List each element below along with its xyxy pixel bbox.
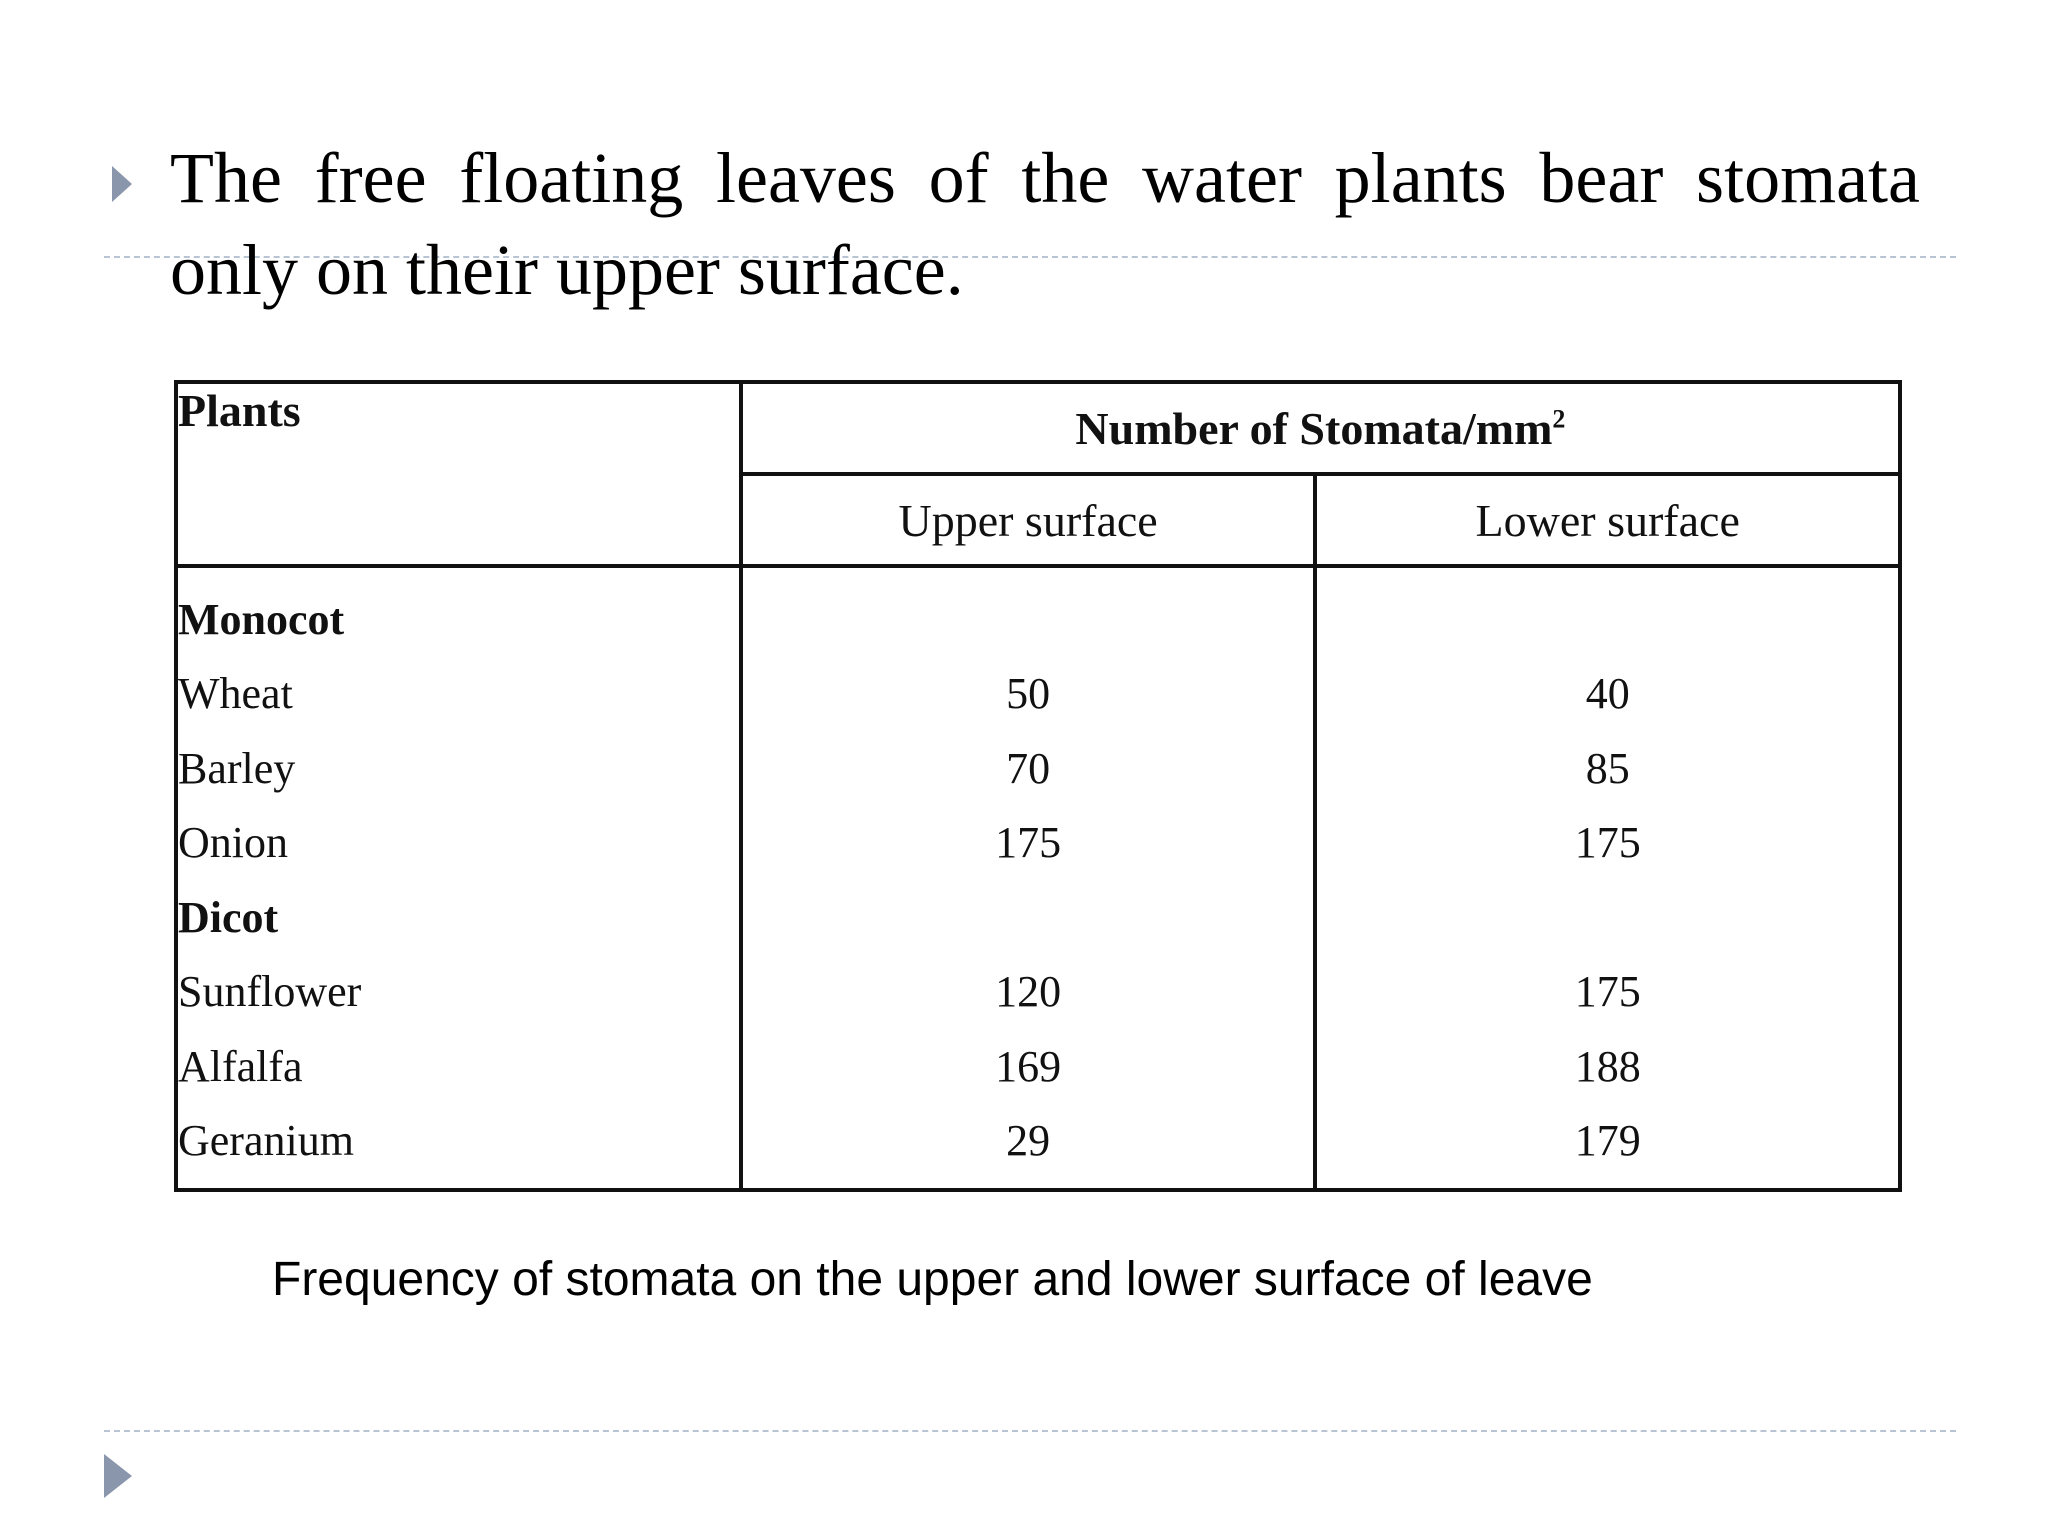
upper-value: 175 [741, 806, 1316, 880]
header-number-superscript: 2 [1552, 404, 1566, 434]
table-row [176, 1029, 1900, 1103]
header-number-text: Number of Stomata/mm [1075, 402, 1553, 454]
stomata-table-container [174, 380, 1902, 1192]
header-plants: Plants [176, 382, 741, 566]
upper-value: 29 [741, 1103, 1316, 1190]
lower-value: 188 [1574, 1041, 1641, 1091]
upper-value: 70 [741, 731, 1316, 805]
header-number-of-stomata [741, 382, 1900, 474]
plant-name: Barley [176, 731, 741, 805]
plant-name: Alfalfa [176, 1029, 741, 1103]
lower-value [1315, 566, 1900, 657]
group-label-monocot: Monocot [176, 566, 741, 657]
footer-divider [104, 1430, 1956, 1432]
lower-value: 40 [1585, 669, 1630, 719]
header-lower-surface: Lower surface [1315, 474, 1900, 566]
header-upper-surface: Upper surface [741, 474, 1316, 566]
upper-value: 120 [741, 954, 1316, 1028]
lower-value [1315, 880, 1900, 954]
upper-value [741, 880, 1316, 954]
table-caption: Frequency of stomata on the upper and lower surface of leave [272, 1253, 1593, 1306]
upper-value [741, 566, 1316, 657]
lower-value: 175 [1574, 818, 1641, 868]
group-label-dicot: Dicot [176, 880, 741, 954]
table-row [176, 806, 1900, 880]
table-row [176, 954, 1900, 1028]
table-row [176, 566, 1900, 657]
table-header-row [176, 382, 1900, 474]
table-row [176, 731, 1900, 805]
lower-value: 179 [1574, 1116, 1641, 1166]
plant-name: Wheat [176, 657, 741, 731]
table-row [176, 657, 1900, 731]
upper-value: 169 [741, 1029, 1316, 1103]
lower-value: 175 [1574, 967, 1641, 1017]
upper-value: 50 [741, 657, 1316, 731]
bullet-triangle-icon [112, 166, 132, 202]
plant-name: Geranium [176, 1103, 741, 1190]
plant-name: Sunflower [176, 954, 741, 1028]
stomata-table [174, 380, 1902, 1192]
table-row [176, 1103, 1900, 1190]
plant-name: Onion [176, 806, 741, 880]
bullet-text: The free floating leaves of the water plants bear stomata only on their upper surface. [170, 138, 1920, 310]
slide-nav-triangle-icon [104, 1454, 132, 1498]
lower-value: 85 [1585, 743, 1630, 793]
table-row [176, 880, 1900, 954]
